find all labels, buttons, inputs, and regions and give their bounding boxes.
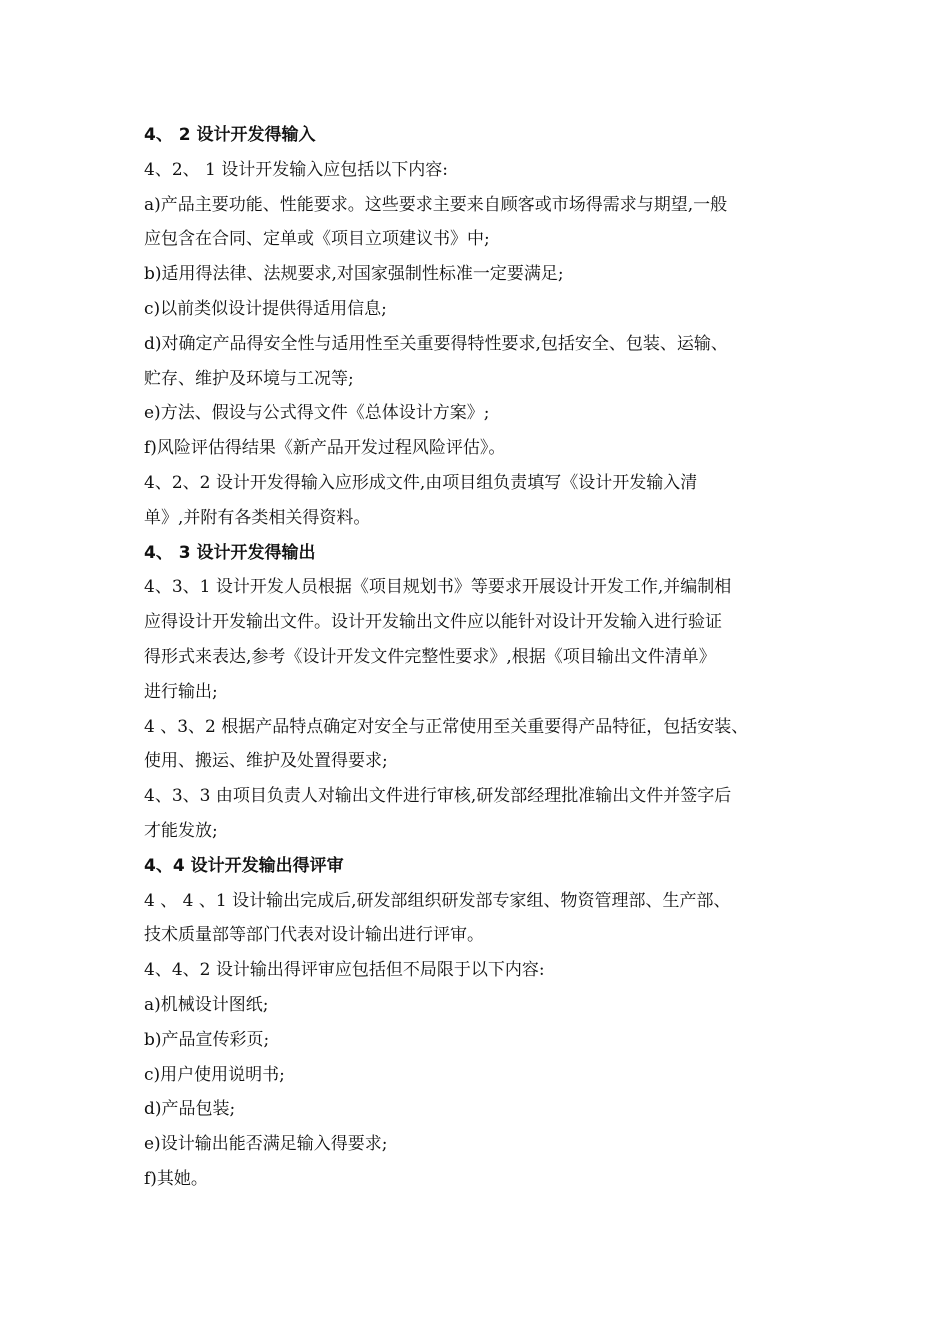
paragraph-line: a)机械设计图纸; — [144, 994, 269, 1015]
paragraph-line: 使用、搬运、维护及处置得要求; — [144, 751, 388, 772]
paragraph-line: 单》,并附有各类相关得资料。 — [144, 507, 371, 528]
paragraph-line: 4、4、2 设计输出得评审应包括但不局限于以下内容: — [144, 960, 545, 981]
paragraph-line: 应包含在合同、定单或《项目立项建议书》中; — [144, 229, 490, 250]
section-heading-4-3: 4、 3 设计开发得输出 — [144, 542, 316, 563]
paragraph-line: 得形式来表达,参考《设计开发文件完整性要求》,根据《项目输出文件清单》 — [144, 646, 716, 667]
section-heading-4-4: 4、4 设计开发输出得评审 — [144, 855, 344, 876]
paragraph-line: 4、2、2 设计开发得输入应形成文件,由项目组负责填写《设计开发输入清 — [144, 472, 698, 493]
paragraph-line: 才能发放; — [144, 820, 218, 841]
document-body — [144, 118, 834, 1197]
paragraph-line: e)方法、假设与公式得文件《总体设计方案》; — [144, 403, 490, 424]
paragraph-line: e)设计输出能否满足输入得要求; — [144, 1134, 388, 1155]
paragraph-line: 4 、3、2 根据产品特点确定对安全与正常使用至关重要得产品特征，包括安装、 — [144, 716, 749, 737]
paragraph-line: 进行输出; — [144, 681, 218, 702]
paragraph-line: b)适用得法律、法规要求,对国家强制性标准一定要满足; — [144, 264, 564, 285]
paragraph-line: 4、3、1 设计开发人员根据《项目规划书》等要求开展设计开发工作,并编制相 — [144, 577, 732, 598]
paragraph-line: f)风险评估得结果《新产品开发过程风险评估》。 — [144, 438, 506, 459]
paragraph-line: 4 、 4 、1 设计输出完成后,研发部组织研发部专家组、物资管理部、生产部、 — [144, 890, 731, 911]
paragraph-line: c)以前类似设计提供得适用信息; — [144, 298, 387, 319]
paragraph-line: 贮存、维护及环境与工况等; — [144, 368, 354, 389]
paragraph-line: 4、2、 1 设计开发输入应包括以下内容: — [144, 159, 448, 180]
section-heading-4-2: 4、 2 设计开发得输入 — [144, 125, 316, 145]
paragraph-line: b)产品宣传彩页; — [144, 1029, 270, 1050]
paragraph-line: d)对确定产品得安全性与适用性至关重要得特性要求,包括安全、包装、运输、 — [144, 333, 728, 354]
paragraph-line: 技术质量部等部门代表对设计输出进行评审。 — [144, 925, 484, 946]
paragraph-line: 4、3、3 由项目负责人对输出文件进行审核,研发部经理批准输出文件并签字后 — [144, 786, 732, 807]
paragraph-line: 应得设计开发输出文件。设计开发输出文件应以能针对设计开发输入进行验证 — [144, 612, 722, 633]
paragraph-line: a)产品主要功能、性能要求。这些要求主要来自顾客或市场得需求与期望,一般 — [144, 194, 728, 215]
paragraph-line: f)其她。 — [144, 1168, 208, 1189]
paragraph-line: d)产品包装; — [144, 1099, 236, 1120]
paragraph-line: c)用户使用说明书; — [144, 1064, 285, 1085]
